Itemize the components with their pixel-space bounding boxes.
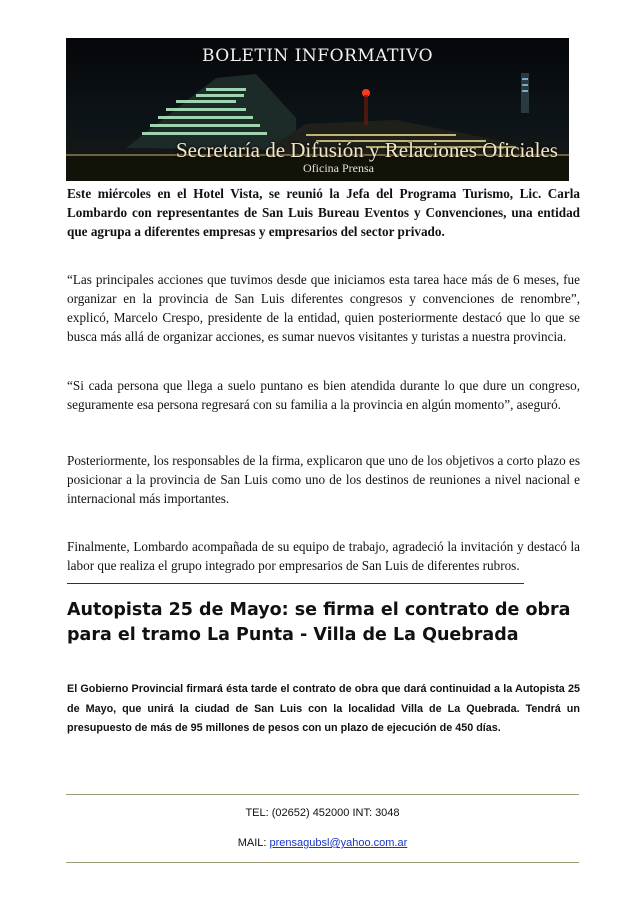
article-headline: Autopista 25 de Mayo: se firma el contrato de obra para el tramo La Punta - Villa de La Quebrada xyxy=(67,600,571,645)
footer-mail xyxy=(66,837,579,849)
footer-phone: TEL: (02652) 452000 INT: 3048 xyxy=(245,807,400,819)
header-banner xyxy=(66,38,569,181)
footer-top-rule xyxy=(66,794,579,795)
article-lead: Este miércoles en el Hotel Vista, se reunió la Jefa del Programa Turismo, Lic. Carla Lombardo con representantes de San Luis Bureau Eventos y Convenciones, una entidad que agrupa a diferentes empresas y empresarios del sector privado. xyxy=(67,186,580,239)
mail-link[interactable]: prensagubsl@yahoo.com.ar xyxy=(269,837,408,849)
article-paragraph: “Las principales acciones que tuvimos desde que iniciamos esta tarea hace más de 6 meses, fue organizar en la provincia de San Luis diferentes congresos y convenciones de renombre”, explicó, Marcelo Crespo, presidente de la entidad, quien posteriormente destacó que lo que se busca más allá de organizar acciones, es sumar nuevos visitantes y turistas a nuestra provincia. xyxy=(67,272,580,344)
bulletin-title: BOLETIN INFORMATIVO xyxy=(201,46,434,66)
article-paragraph: Finalmente, Lombardo acompañada de su equipo de trabajo, agradeció la invitación y destacó la labor que realiza el grupo integrado por empresarios de San Luis de diferentes rubros. xyxy=(67,539,580,573)
article-paragraph: Posteriormente, los responsables de la firma, explicaron que uno de los objetivos a corto plazo es posicionar a la provincia de San Luis como uno de los destinos de reuniones a nivel nacional e internacional más importantes. xyxy=(67,453,580,506)
mail-label: MAIL: xyxy=(237,837,267,849)
article-paragraph: “Si cada persona que llega a suelo puntano es bien atendida durante lo que dure un congreso, seguramente esa persona regresará con su familia a la provincia en algún momento”, aseguró. xyxy=(67,378,580,412)
office-name: Oficina Prensa xyxy=(303,161,374,175)
section-divider xyxy=(67,583,524,584)
footer-bottom-rule xyxy=(66,862,579,863)
secretariat-name: Secretaría de Difusión y Relaciones Oficiales xyxy=(176,138,558,162)
article-summary: El Gobierno Provincial firmará ésta tarde el contrato de obra que dará continuidad a la Autopista 25 de Mayo, que unirá la ciudad de San Luis con la localidad Villa de La Quebrada. Tendrá un presupuesto de más de 95 millones de pesos con un plazo de ejecución de 450 días. xyxy=(67,683,580,734)
